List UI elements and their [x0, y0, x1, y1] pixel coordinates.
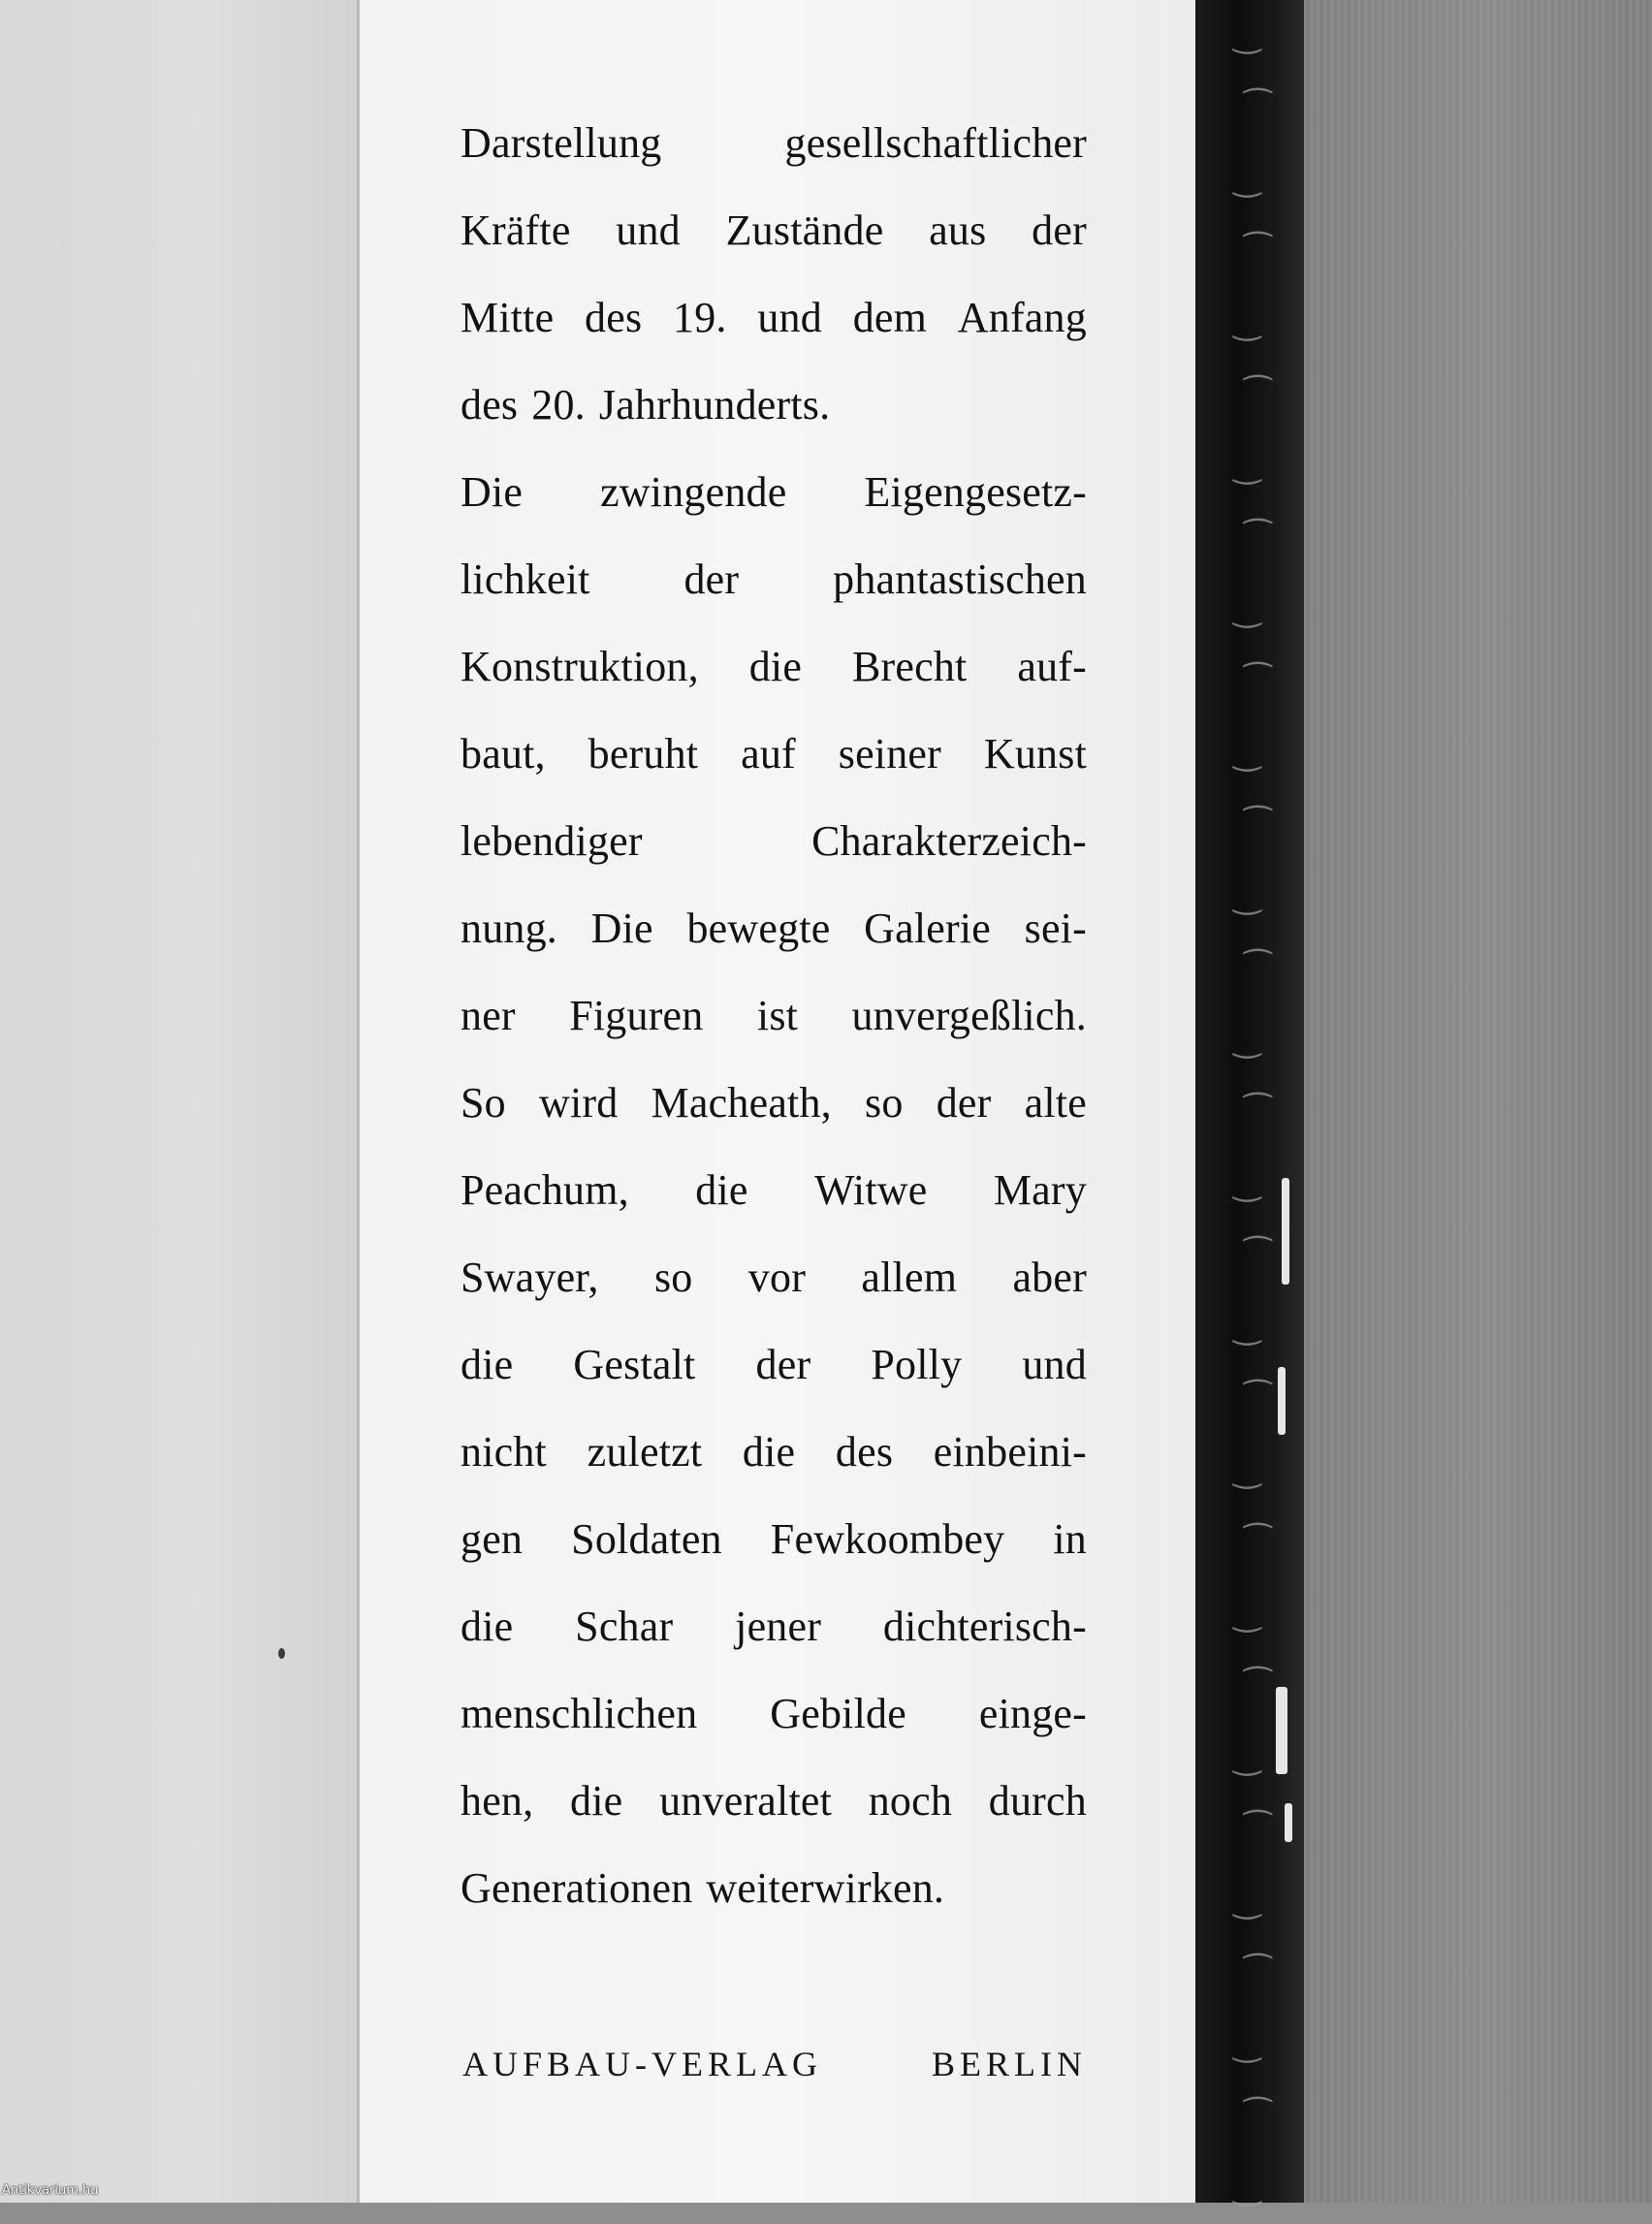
word: 19. [673, 294, 727, 341]
spine-wear-mark [1276, 1687, 1287, 1774]
word: bewegte [686, 905, 831, 952]
ink-speck [278, 1648, 285, 1659]
word: Figuren [569, 992, 704, 1039]
text-line [461, 118, 1087, 206]
word: sei- [1024, 905, 1087, 952]
word: zuletzt [587, 1428, 703, 1476]
word: Die [590, 905, 653, 952]
text-line [461, 1689, 1087, 1776]
text-line [461, 467, 1087, 555]
word: Galerie [864, 905, 991, 952]
word: der [936, 1079, 992, 1127]
word: Die [461, 468, 524, 516]
word: die [461, 1341, 514, 1388]
word: Generationen [461, 1864, 693, 1912]
word: auf- [1017, 643, 1087, 690]
word: gesellschaftlicher [784, 119, 1087, 167]
background-surface [1304, 0, 1652, 2203]
word: vor [747, 1254, 807, 1301]
word: die [742, 1428, 796, 1476]
word: der [683, 556, 740, 603]
word: weiterwirken. [706, 1864, 945, 1912]
word: So [461, 1079, 506, 1127]
word: Polly [871, 1341, 963, 1388]
word: wird [539, 1079, 619, 1127]
spine-wear-mark [1285, 1803, 1292, 1842]
word: ner [461, 992, 516, 1039]
word: der [755, 1341, 811, 1388]
word: unvergeßlich. [851, 992, 1087, 1039]
word: ist [756, 992, 799, 1039]
text-line [461, 380, 1087, 467]
text-line [461, 642, 1087, 729]
text-line [461, 1602, 1087, 1689]
publisher-city: BERLIN [932, 2045, 1087, 2083]
word: beruht [588, 730, 699, 778]
word: die [461, 1603, 514, 1650]
word: Gestalt [573, 1341, 696, 1388]
word: Fewkoombey [770, 1515, 1005, 1563]
inner-page-left [0, 0, 359, 2203]
word: die [748, 643, 803, 690]
word: auf [741, 730, 796, 778]
word: Kunst [983, 730, 1087, 778]
word: Schar [575, 1603, 674, 1650]
word: Charakterzeich- [811, 817, 1087, 865]
word: hen, [461, 1777, 534, 1825]
spine-wear-mark [1278, 1367, 1286, 1435]
word: 20. [531, 381, 586, 429]
text-line [461, 1340, 1087, 1427]
flap-text-block [461, 118, 1087, 1951]
text-line [461, 1427, 1087, 1514]
word: gen [461, 1515, 524, 1563]
word: einge- [978, 1690, 1087, 1737]
spine-texture: ‿ ⁀ ‿ ⁀ ‿ ⁀ ‿ ⁀ ‿ ⁀ ‿ ⁀ ‿ ⁀ ‿ ⁀ ‿ ⁀ ‿ ⁀ ‿ ⁀ ‿ ⁀ ‿ ⁀ ‿ ⁀ ‿ ⁀ ‿ [1233, 16, 1271, 2208]
word: alte [1024, 1079, 1087, 1127]
word: der [1032, 207, 1087, 254]
word: so [653, 1254, 693, 1301]
word: aber [1012, 1254, 1087, 1301]
word: Peachum, [461, 1166, 629, 1214]
word: einbeini- [933, 1428, 1087, 1476]
word: baut, [461, 730, 546, 778]
word: noch [868, 1777, 953, 1825]
text-line [461, 1776, 1087, 1863]
word: lebendiger [461, 817, 643, 865]
word: seiner [838, 730, 942, 778]
word: Mitte [461, 294, 555, 341]
word: durch [988, 1777, 1087, 1825]
text-line [461, 904, 1087, 991]
word: Darstellung [461, 119, 662, 167]
word: Konstruktion, [461, 643, 699, 690]
word: nicht [461, 1428, 547, 1476]
text-line [461, 1253, 1087, 1340]
text-line [461, 293, 1087, 380]
text-line [461, 729, 1087, 816]
word: in [1053, 1515, 1087, 1563]
word: Gebilde [770, 1690, 906, 1737]
word: phantastischen [833, 556, 1087, 603]
spine-wear-mark [1282, 1178, 1289, 1285]
publisher-name: AUFBAU-VERLAG [462, 2045, 822, 2083]
word: Kräfte [461, 207, 571, 254]
word: lichkeit [461, 556, 590, 603]
word: aus [929, 207, 987, 254]
word: Anfang [957, 294, 1087, 341]
word: Eigengesetz- [864, 468, 1087, 516]
word: und [1022, 1341, 1087, 1388]
word: Witwe [813, 1166, 928, 1214]
word: Soldaten [571, 1515, 722, 1563]
text-line [461, 1078, 1087, 1165]
word: so [865, 1079, 904, 1127]
word: Swayer, [461, 1254, 599, 1301]
text-line [461, 1165, 1087, 1253]
text-line [461, 1514, 1087, 1602]
word: Zustände [725, 207, 884, 254]
word: des [835, 1428, 894, 1476]
word: und [616, 207, 681, 254]
word: die [570, 1777, 623, 1825]
word: Jahrhunderts. [598, 381, 831, 429]
word: Brecht [851, 643, 968, 690]
word: Macheath, [651, 1079, 832, 1127]
watermark: Antikvarium.hu [2, 2183, 99, 2198]
word: des [585, 294, 643, 341]
text-line [461, 555, 1087, 642]
word: menschlichen [461, 1690, 698, 1737]
word: dichterisch- [882, 1603, 1087, 1650]
word: die [695, 1166, 748, 1214]
word: unveraltet [659, 1777, 833, 1825]
text-line [461, 1863, 1087, 1951]
text-line [461, 206, 1087, 293]
word: zwingende [600, 468, 787, 516]
word: Mary [993, 1166, 1087, 1214]
word: dem [852, 294, 928, 341]
word: allem [861, 1254, 958, 1301]
word: des [461, 381, 519, 429]
publisher-imprint [462, 2044, 1087, 2084]
word: und [757, 294, 822, 341]
text-line [461, 816, 1087, 904]
word: nung. [461, 905, 557, 952]
text-line [461, 991, 1087, 1078]
word: jener [735, 1603, 822, 1650]
